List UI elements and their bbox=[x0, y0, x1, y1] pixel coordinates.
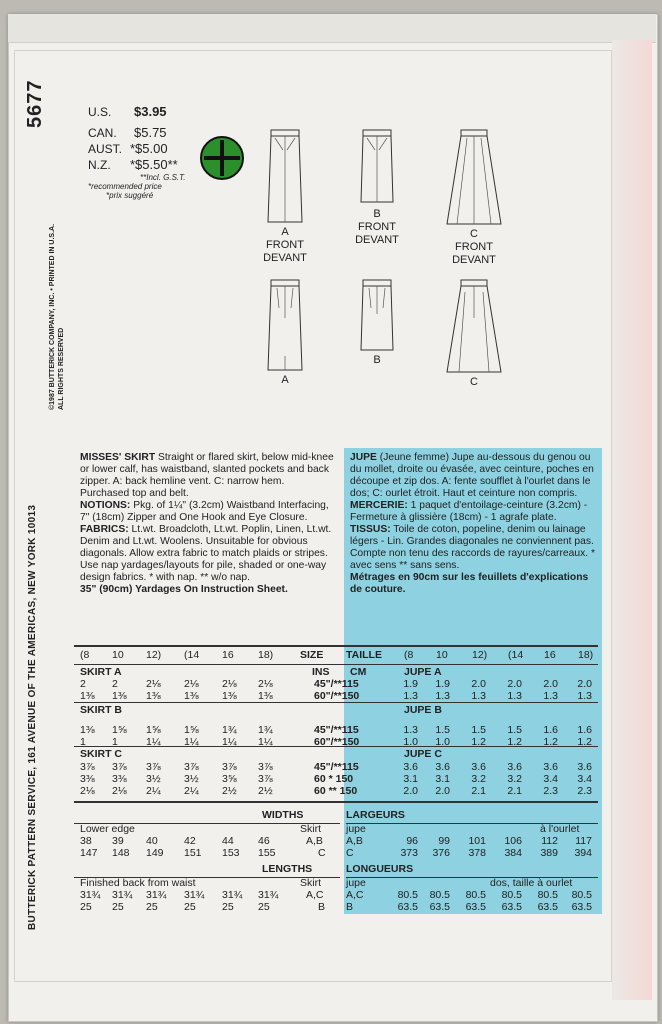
yardage-en-cell: 1⅜ bbox=[146, 690, 161, 702]
a-l-ourlet-label: à l'ourlet bbox=[540, 823, 580, 835]
yardage-en-cell: 1⅜ bbox=[112, 690, 127, 702]
length-ac-fr: A,C bbox=[346, 889, 364, 901]
view-a-back bbox=[254, 278, 316, 387]
yardage-fr-cell: 3.4 bbox=[543, 773, 558, 785]
yardage-fr-cell: 1.0 bbox=[435, 736, 450, 748]
view-b-devant-label: DEVANT bbox=[355, 234, 399, 246]
yardage-en-cell: 1¼ bbox=[184, 736, 199, 748]
skirt-c-label: SKIRT C bbox=[80, 748, 122, 760]
taille-header: (14 bbox=[508, 649, 524, 661]
price-note-recommended: *recommended price bbox=[88, 182, 162, 191]
lengths-label: LENGTHS bbox=[262, 863, 313, 875]
size-header: 16 bbox=[222, 649, 234, 661]
yardage-en-cell: 2 bbox=[80, 678, 86, 690]
yardage-en-cell: 3⅞ bbox=[146, 761, 161, 773]
yardage-fr-cell: 1.3 bbox=[435, 690, 450, 702]
yardage-en-cell: 2⅛ bbox=[184, 678, 199, 690]
finished-back-label: Finished back from waist bbox=[80, 877, 196, 889]
tissus-label: TISSUS: bbox=[350, 524, 391, 535]
price-note-gst: **Incl. G.S.T. bbox=[140, 173, 186, 182]
yardage-fr-cell: 1.2 bbox=[471, 736, 486, 748]
yardage-fr-cell: 3.2 bbox=[471, 773, 486, 785]
skirt-a-label: SKIRT A bbox=[80, 666, 122, 678]
yardage-fr-cell: 1.3 bbox=[471, 690, 486, 702]
yardage-en-cell: 1⅜ bbox=[222, 690, 237, 702]
yardage-fr-cell: 2.3 bbox=[543, 785, 558, 797]
fabric-width: 45"/**115 bbox=[314, 724, 359, 736]
skirt-b-back-sketch bbox=[357, 278, 397, 354]
width-fr-cm: 112 bbox=[541, 835, 558, 847]
skirt-b-label: SKIRT B bbox=[80, 704, 122, 716]
yardage-fr-cell: 1.2 bbox=[577, 736, 592, 748]
yardage-fr-cell: 1.2 bbox=[507, 736, 522, 748]
skirt-c-front-sketch bbox=[445, 128, 503, 228]
yardage-en-cell: 1⅝ bbox=[146, 724, 161, 736]
yardage-en-cell: 2½ bbox=[258, 785, 273, 797]
skirt-c-back-sketch bbox=[445, 278, 503, 376]
yardage-bottom-rule bbox=[74, 801, 598, 803]
view-a-label: A bbox=[281, 226, 289, 238]
price-us-label: U.S. bbox=[88, 105, 112, 119]
yardage-en-cell: 2¼ bbox=[146, 785, 161, 797]
view-b-back bbox=[346, 278, 408, 367]
yardage-en-cell: 1⅝ bbox=[112, 724, 127, 736]
width-ab-fr: A,B bbox=[346, 835, 363, 847]
width-fr-cm: 101 bbox=[468, 835, 486, 847]
french-intro bbox=[350, 452, 598, 500]
width-en-in: 40 bbox=[146, 835, 158, 847]
width-fr-cm: 96 bbox=[406, 835, 418, 847]
copyright-block bbox=[48, 224, 66, 410]
fabric-width: 45"/**115 bbox=[314, 761, 359, 773]
yardage-fr-cell: 1.3 bbox=[507, 690, 522, 702]
price-can-label: CAN. bbox=[88, 126, 117, 140]
skirt-a-rule bbox=[74, 702, 598, 703]
english-description bbox=[80, 452, 336, 596]
copyright: ©1987 BUTTERICK COMPANY, INC. bbox=[49, 292, 56, 410]
taille-header: 18) bbox=[578, 649, 594, 661]
header-rule bbox=[74, 664, 598, 665]
french-desc: (Jeune femme) Jupe au-dessous du genou ou du mollet, droite ou évasée, avec ceinture, poches en découpe et zip dos. A: fente soufflet à l'ourlet dans le dos; C: ourlet étroit. Haut et ceinture non compris. bbox=[350, 452, 594, 499]
length-en-in: 31¾ bbox=[80, 889, 101, 901]
widths-jupe-label: jupe bbox=[346, 823, 366, 835]
yardage-fr-cell: 1.3 bbox=[543, 690, 558, 702]
width-en-in: 38 bbox=[80, 835, 92, 847]
widths-label: WIDTHS bbox=[262, 809, 304, 821]
width-fr-cm: 106 bbox=[504, 835, 522, 847]
rights: ALL RIGHTS RESERVED bbox=[58, 327, 65, 410]
length-fr-cm: 80.5 bbox=[501, 889, 522, 901]
fabric-width: 60 * 150 bbox=[314, 773, 354, 785]
skirt-a-back-sketch bbox=[265, 278, 305, 374]
yardage-fr-cell: 1.9 bbox=[435, 678, 450, 690]
yardage-en-cell: 1¾ bbox=[222, 724, 237, 736]
yardage-fr-cell: 2.0 bbox=[577, 678, 592, 690]
yardage-en-cell: 1¼ bbox=[222, 736, 237, 748]
length-en-in: 31¾ bbox=[258, 889, 279, 901]
view-b-front-label: FRONT bbox=[358, 221, 396, 233]
width-en-cm: 153 bbox=[222, 847, 240, 859]
french-tissus bbox=[350, 524, 598, 572]
size-header: (14 bbox=[184, 649, 200, 661]
length-en-in: 31¾ bbox=[184, 889, 205, 901]
yardage-en-cell: 3⅞ bbox=[112, 761, 127, 773]
notions-label: NOTIONS: bbox=[80, 500, 131, 511]
width-en-cm: 148 bbox=[112, 847, 130, 859]
yardage-en-cell: 1¼ bbox=[146, 736, 161, 748]
fabrics-text: Lt.wt. Broadcloth, Lt.wt. Poplin, Linen, Lt.wt. Denim and Lt.wt. Woolens. Unsuitable for obvious diagonals. Allow extra fabric to match plaids or stripes. Use nap yardages/layouts for pile, shaded or one-way design fabrics. * with nap. ** w/o nap. bbox=[80, 524, 332, 583]
yardage-fr-cell: 2.0 bbox=[403, 785, 418, 797]
length-en-in2: 25 bbox=[184, 901, 196, 913]
view-c-label: C bbox=[470, 228, 478, 240]
width-en-in: 46 bbox=[258, 835, 270, 847]
cm-label: CM bbox=[350, 666, 367, 678]
price-us: $3.95 bbox=[134, 104, 167, 119]
yardage-en-cell: 3⅜ bbox=[80, 773, 95, 785]
price-block bbox=[88, 104, 186, 200]
view-c-front-label: FRONT bbox=[455, 241, 493, 253]
english-intro bbox=[80, 452, 336, 500]
dos-taille-label: dos, taille à ourlet bbox=[490, 877, 573, 889]
lengths-skirt-label: Skirt bbox=[300, 877, 321, 889]
yardage-fr-cell: 2.1 bbox=[471, 785, 486, 797]
price-can: $5.75 bbox=[134, 125, 167, 140]
fabric-width: 60"/**150 bbox=[314, 690, 360, 702]
english-notions bbox=[80, 500, 336, 524]
view-c-devant-label: DEVANT bbox=[452, 254, 496, 266]
width-en-in: 39 bbox=[112, 835, 124, 847]
price-aust: *$5.00 bbox=[130, 141, 168, 156]
width-fr-cm2: 384 bbox=[504, 847, 522, 859]
widths-skirt-label: Skirt bbox=[300, 823, 321, 835]
yardage-fr-cell: 1.5 bbox=[471, 724, 486, 736]
width-en-cm: 149 bbox=[146, 847, 164, 859]
length-fr-cm: 80.5 bbox=[429, 889, 450, 901]
mercerie-text: 1 paquet d'entoilage-ceinture (3.2cm) - Fermeture à glissière (18cm) - 1 agrafe plate. bbox=[350, 500, 588, 523]
yardage-fr-cell: 2.1 bbox=[507, 785, 522, 797]
english-fabrics bbox=[80, 524, 336, 584]
width-en-cm: 155 bbox=[258, 847, 276, 859]
view-c-back-label: C bbox=[470, 376, 478, 388]
width-fr-cm2: 378 bbox=[468, 847, 486, 859]
width-en-in: 42 bbox=[184, 835, 196, 847]
longueurs-label: LONGUEURS bbox=[346, 863, 414, 875]
envelope-side-edge bbox=[612, 40, 652, 1000]
taille-header: 16 bbox=[544, 649, 556, 661]
width-fr-cm: 117 bbox=[575, 835, 592, 847]
yardage-fr-cell: 1.9 bbox=[403, 678, 418, 690]
notions-text: Pkg. of 1¼" (3.2cm) Waistband Interfacing, 7" (18cm) Zipper and One Hook and Eye Closure. bbox=[80, 500, 329, 523]
yardage-en-cell: 3⅜ bbox=[112, 773, 127, 785]
yardage-en-cell: 1⅝ bbox=[184, 724, 199, 736]
mercerie-label: MERCERIE: bbox=[350, 500, 408, 511]
yardage-fr-cell: 2.0 bbox=[435, 785, 450, 797]
view-b-label: B bbox=[373, 208, 381, 220]
lower-edge-label: Lower edge bbox=[80, 823, 135, 835]
width-c-fr: C bbox=[346, 847, 354, 859]
yardage-en-cell: 2⅛ bbox=[258, 678, 273, 690]
length-fr-cm2: 63.5 bbox=[501, 901, 522, 913]
english-desc: Straight or flared skirt, below mid-knee or lower calf, has waistband, slanted pockets and back zipper. A: back hemline vent. C: narrow hem. Purchased top and belt. bbox=[80, 452, 334, 499]
pattern-number: 5677 bbox=[24, 79, 46, 128]
length-en-in: 31¾ bbox=[146, 889, 167, 901]
yardage-en-cell: 1⅜ bbox=[80, 690, 95, 702]
length-en-in: 31¾ bbox=[222, 889, 243, 901]
yardage-en-cell: 3½ bbox=[184, 773, 199, 785]
size-header: 10 bbox=[112, 649, 124, 661]
yardage-fr-cell: 3.4 bbox=[577, 773, 592, 785]
yardage-fr-cell: 1.0 bbox=[403, 736, 418, 748]
price-nz: *$5.50** bbox=[130, 157, 178, 172]
yardage-fr-cell: 1.2 bbox=[543, 736, 558, 748]
length-en-in2: 25 bbox=[112, 901, 124, 913]
yardage-fr-cell: 1.5 bbox=[507, 724, 522, 736]
fabric-width: 60 ** 150 bbox=[314, 785, 358, 797]
skirt-b-rule bbox=[74, 746, 598, 747]
yardage-en-cell: 3⅞ bbox=[258, 773, 273, 785]
length-fr-cm2: 63.5 bbox=[537, 901, 558, 913]
yardage-fr-cell: 3.6 bbox=[577, 761, 592, 773]
printed-in: • PRINTED IN U.S.A. bbox=[49, 223, 56, 291]
yardage-fr-cell: 1.6 bbox=[577, 724, 592, 736]
yardage-fr-cell: 3.6 bbox=[435, 761, 450, 773]
view-a-back-label: A bbox=[281, 374, 289, 386]
width-en-cm: 151 bbox=[184, 847, 202, 859]
length-en-in2: 25 bbox=[80, 901, 92, 913]
length-en-in2: 25 bbox=[146, 901, 158, 913]
yardage-en-cell: 3⅞ bbox=[80, 761, 95, 773]
french-mercerie bbox=[350, 500, 598, 524]
width-fr-cm: 99 bbox=[438, 835, 450, 847]
yardage-en-cell: 3⅞ bbox=[184, 761, 199, 773]
view-c-back bbox=[440, 278, 508, 389]
view-c-front bbox=[440, 128, 508, 267]
length-fr-cm: 80.5 bbox=[571, 889, 592, 901]
skirt-a-front-sketch bbox=[265, 128, 305, 226]
publisher-line bbox=[22, 505, 40, 930]
length-fr-cm2: 63.5 bbox=[397, 901, 418, 913]
yardage-en-cell: 2½ bbox=[222, 785, 237, 797]
yardage-fr-cell: 3.6 bbox=[507, 761, 522, 773]
length-b-en: B bbox=[318, 901, 326, 913]
yardage-fr-cell: 2.0 bbox=[507, 678, 522, 690]
easy-plus-icon bbox=[200, 136, 244, 180]
yardage-fr-cell: 2.3 bbox=[577, 785, 592, 797]
yardage-fr-cell: 3.2 bbox=[507, 773, 522, 785]
size-label: SIZE bbox=[300, 649, 324, 661]
length-ac-en: A,C bbox=[306, 889, 324, 901]
yardage-en-cell: 1 bbox=[80, 736, 86, 748]
yardage-fr-cell: 2.0 bbox=[543, 678, 558, 690]
lengths-jupe-label: jupe bbox=[346, 877, 366, 889]
price-note-suggere: *prix suggéré bbox=[106, 191, 154, 200]
yardage-en-cell: 3½ bbox=[146, 773, 161, 785]
table-top-rule bbox=[74, 645, 598, 647]
view-a-devant-label: DEVANT bbox=[263, 252, 307, 264]
length-en-in2: 25 bbox=[222, 901, 234, 913]
view-b-front bbox=[346, 128, 408, 247]
width-en-cm: 147 bbox=[80, 847, 98, 859]
yardage-en-cell: 1⅜ bbox=[258, 690, 273, 702]
width-fr-cm2: 389 bbox=[540, 847, 558, 859]
yardage-fr-cell: 3.6 bbox=[471, 761, 486, 773]
yardage-fr-cell: 1.3 bbox=[577, 690, 592, 702]
french-description bbox=[350, 452, 598, 596]
size-header: 18) bbox=[258, 649, 274, 661]
yardage-en-cell: 1⅜ bbox=[80, 724, 95, 736]
price-nz-label: N.Z. bbox=[88, 158, 111, 172]
ins-label: INS bbox=[312, 666, 330, 678]
width-c-en: C bbox=[318, 847, 326, 859]
view-a-front bbox=[254, 128, 316, 265]
price-aust-label: AUST. bbox=[88, 142, 123, 156]
french-title: JUPE bbox=[350, 452, 377, 463]
yardage-fr-cell: 1.3 bbox=[403, 690, 418, 702]
tissus-text: Toile de coton, popeline, denim ou lainage légers - Lin. Grandes diagonales ne conviennent pas. Compte non tenu des raccords de rayures/carreaux. * avec sens ** sans sens. bbox=[350, 524, 595, 571]
length-en-in: 31¾ bbox=[112, 889, 133, 901]
length-fr-cm2: 63.5 bbox=[465, 901, 486, 913]
fabrics-label: FABRICS: bbox=[80, 524, 129, 535]
yardage-en-cell: 3⅞ bbox=[222, 761, 237, 773]
yardage-fr-cell: 3.6 bbox=[403, 761, 418, 773]
yardage-en-cell: 2¼ bbox=[184, 785, 199, 797]
jupe-a-label: JUPE A bbox=[404, 666, 442, 678]
fabric-width: 45"/**115 bbox=[314, 678, 359, 690]
largeurs-label: LARGEURS bbox=[346, 809, 405, 821]
view-a-front-label: FRONT bbox=[266, 239, 304, 251]
size-header: (8 bbox=[80, 649, 90, 661]
english-title: MISSES' SKIRT bbox=[80, 452, 156, 463]
yardage-fr-cell: 1.6 bbox=[543, 724, 558, 736]
width-en-in: 44 bbox=[222, 835, 234, 847]
jupe-b-label: JUPE B bbox=[404, 704, 442, 716]
publisher-address: BUTTERICK PATTERN SERVICE, 161 AVENUE OF THE AMERICAS, NEW YORK 10013 bbox=[27, 504, 38, 930]
size-header: 12) bbox=[146, 649, 162, 661]
fabric-width: 60"/**150 bbox=[314, 736, 360, 748]
width-fr-cm2: 376 bbox=[432, 847, 450, 859]
taille-header: 12) bbox=[472, 649, 488, 661]
length-b-fr: B bbox=[346, 901, 354, 913]
width-fr-cm2: 394 bbox=[574, 847, 592, 859]
yardage-fr-cell: 3.1 bbox=[403, 773, 418, 785]
yardage-en-cell: 2⅛ bbox=[112, 785, 127, 797]
taille-header: 10 bbox=[436, 649, 448, 661]
yardage-en-cell: 1 bbox=[112, 736, 118, 748]
view-b-back-label: B bbox=[373, 354, 381, 366]
width-fr-cm2: 373 bbox=[400, 847, 418, 859]
length-fr-cm: 80.5 bbox=[465, 889, 486, 901]
yardage-en-cell: 2 bbox=[112, 678, 118, 690]
yardage-en-cell: 3⅞ bbox=[258, 761, 273, 773]
yardage-en-cell: 1¾ bbox=[258, 724, 273, 736]
yardage-fr-cell: 1.5 bbox=[435, 724, 450, 736]
yardage-en-cell: 1¼ bbox=[258, 736, 273, 748]
yardage-en-cell: 3⅝ bbox=[222, 773, 237, 785]
yardage-en-cell: 2⅛ bbox=[222, 678, 237, 690]
yardage-en-cell: 1⅜ bbox=[184, 690, 199, 702]
yardage-en-cell: 2⅛ bbox=[146, 678, 161, 690]
length-en-in2: 25 bbox=[258, 901, 270, 913]
yardage-fr-cell: 3.1 bbox=[435, 773, 450, 785]
length-fr-cm2: 63.5 bbox=[571, 901, 592, 913]
metrages-note: Métrages en 90cm sur les feuillets d'explications de couture. bbox=[350, 572, 589, 595]
envelope-flap bbox=[8, 14, 656, 43]
yardage-en-cell: 2⅛ bbox=[80, 785, 95, 797]
taille-label: TAILLE bbox=[346, 649, 382, 661]
yardage-fr-cell: 2.0 bbox=[471, 678, 486, 690]
length-fr-cm: 80.5 bbox=[397, 889, 418, 901]
width-ab-en: A,B bbox=[306, 835, 323, 847]
jupe-c-label: JUPE C bbox=[404, 748, 442, 760]
yardage-note: 35" (90cm) Yardages On Instruction Sheet. bbox=[80, 584, 288, 595]
taille-header: (8 bbox=[404, 649, 414, 661]
length-fr-cm2: 63.5 bbox=[429, 901, 450, 913]
skirt-b-front-sketch bbox=[357, 128, 397, 208]
yardage-fr-cell: 1.3 bbox=[403, 724, 418, 736]
yardage-fr-cell: 3.6 bbox=[543, 761, 558, 773]
length-fr-cm: 80.5 bbox=[537, 889, 558, 901]
